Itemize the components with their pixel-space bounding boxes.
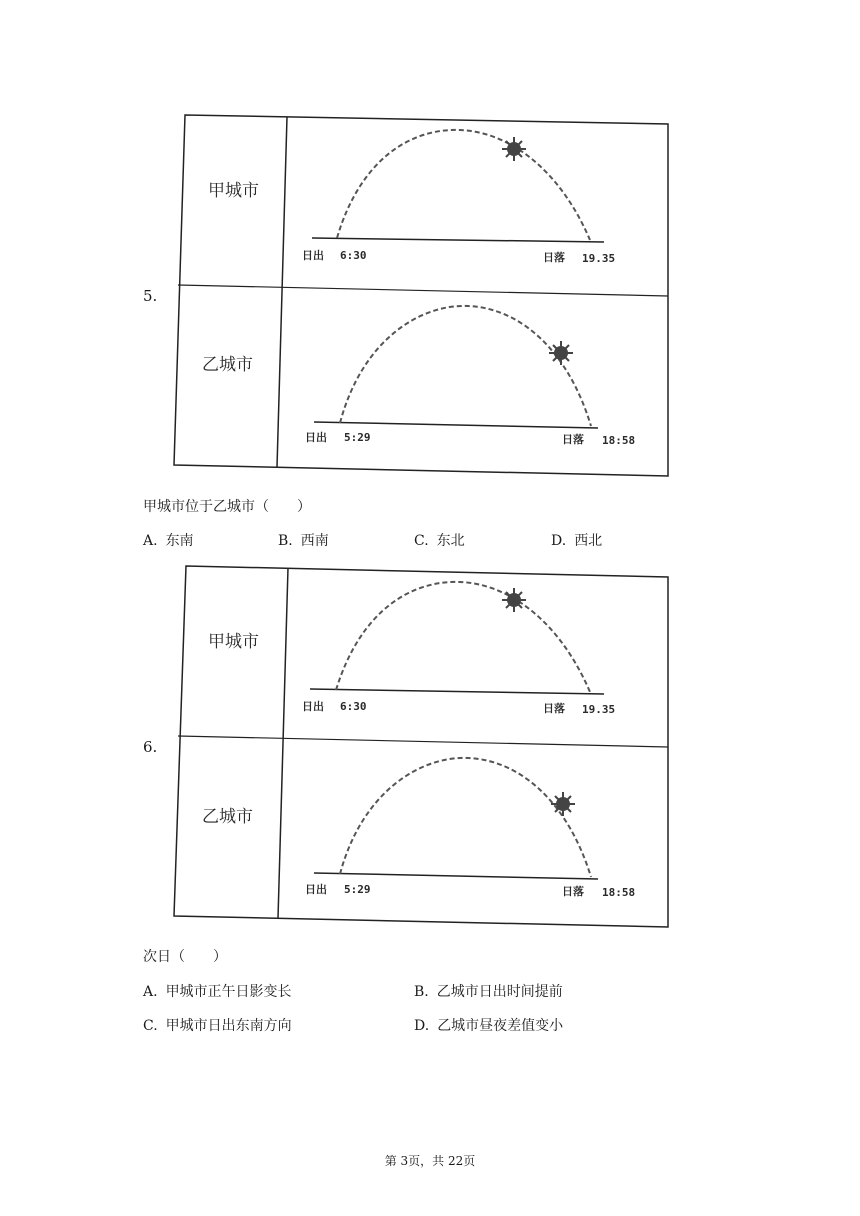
question-5-stem: 甲城市位于乙城市（ ） bbox=[143, 499, 311, 515]
q6-option-b[interactable] bbox=[414, 981, 563, 1001]
q6-option-c[interactable] bbox=[143, 1015, 292, 1035]
sun-icon bbox=[551, 792, 575, 816]
option-letter: B. bbox=[278, 533, 293, 549]
q6-panel1-sunrise-label: 日出 bbox=[302, 700, 324, 713]
q5-panel1-sunrise-time: 6:30 bbox=[340, 249, 367, 262]
q6-panel2-city: 乙城市 bbox=[202, 807, 253, 827]
sun-icon bbox=[502, 588, 526, 612]
option-letter: A. bbox=[143, 533, 158, 549]
q6-panel2-sunset-label: 日落 bbox=[562, 885, 584, 898]
option-letter: C. bbox=[143, 1018, 158, 1034]
option-text: 东南 bbox=[165, 533, 194, 549]
q6-panel2-sunrise-label: 日出 bbox=[305, 883, 327, 896]
option-letter: A. bbox=[143, 984, 158, 1000]
question-6-stem: 次日（ ） bbox=[143, 949, 227, 965]
q6-panel1-sunset-label: 日落 bbox=[543, 702, 565, 715]
q5-panel1-sunset-label: 日落 bbox=[543, 251, 565, 264]
option-letter: D. bbox=[551, 533, 567, 549]
q6-panel1-city: 甲城市 bbox=[208, 632, 259, 652]
q5-panel1-sunset-time: 19.35 bbox=[582, 252, 616, 265]
q5-panel2-sunset-time: 18:58 bbox=[602, 434, 636, 447]
question-6-number: 6. bbox=[143, 738, 158, 756]
q5-panel2-sunset-label: 日落 bbox=[562, 433, 584, 446]
option-letter: D. bbox=[414, 1018, 430, 1034]
option-text: 乙城市昼夜差值变小 bbox=[437, 1018, 564, 1034]
option-text: 东北 bbox=[436, 533, 465, 549]
q5-panel2-sunrise-time: 5:29 bbox=[344, 431, 371, 444]
option-letter: B. bbox=[414, 984, 429, 1000]
question-5-number: 5. bbox=[143, 287, 158, 305]
q5-panel1-sunrise-label: 日出 bbox=[302, 249, 324, 262]
q5-panel1-city: 甲城市 bbox=[208, 181, 259, 201]
option-text: 甲城市正午日影变长 bbox=[165, 984, 292, 1000]
option-letter: C. bbox=[414, 533, 429, 549]
q6-option-d[interactable] bbox=[414, 1015, 563, 1035]
q5-panel2-city: 乙城市 bbox=[202, 355, 253, 375]
option-text: 西北 bbox=[574, 533, 603, 549]
option-text: 甲城市日出东南方向 bbox=[165, 1018, 292, 1034]
option-text: 乙城市日出时间提前 bbox=[436, 984, 563, 1000]
q6-panel1-sunrise-time: 6:30 bbox=[340, 700, 367, 713]
q6-panel1-sunset-time: 19.35 bbox=[582, 703, 616, 716]
q5-panel2-sunrise-label: 日出 bbox=[305, 431, 327, 444]
q6-panel2-sunset-time: 18:58 bbox=[602, 886, 636, 899]
option-text: 西南 bbox=[300, 533, 329, 549]
q6-panel2-sunrise-time: 5:29 bbox=[344, 883, 371, 896]
q6-option-a[interactable] bbox=[143, 981, 292, 1001]
page-footer: 第 3页，共 22页 bbox=[384, 1154, 476, 1168]
